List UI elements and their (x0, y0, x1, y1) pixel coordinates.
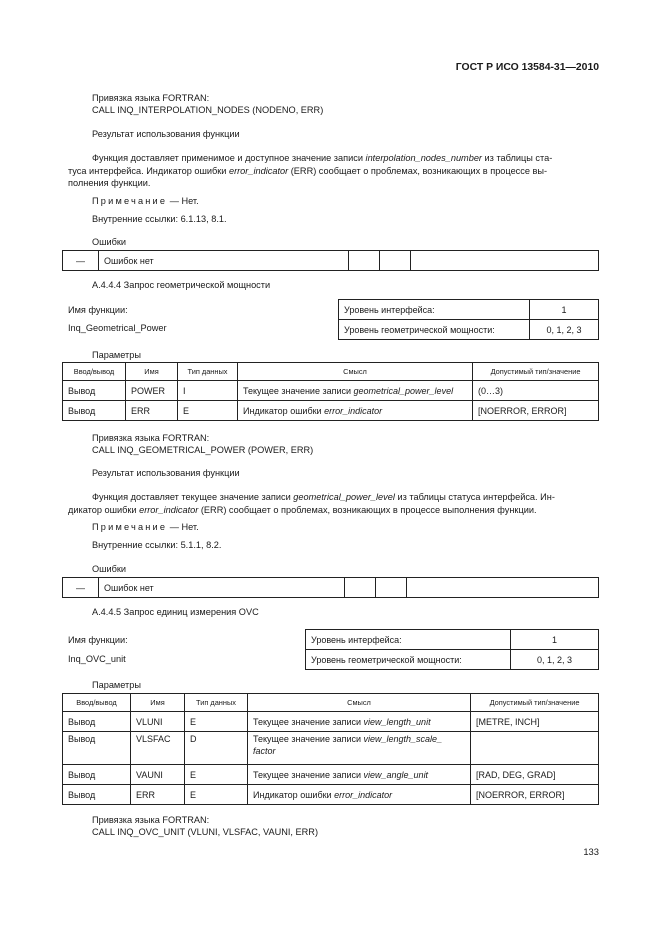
levels-table (305, 629, 599, 670)
level-label: Уровень интерфейса: (339, 300, 530, 320)
errors-table (62, 250, 599, 271)
table-cell (380, 251, 411, 271)
cell-name: VLUNI (131, 712, 185, 732)
cell-io: Вывод (63, 381, 126, 401)
cell-name: VLSFAC (131, 732, 185, 765)
fortran-binding-label: Привязка языка FORTRAN: (92, 433, 210, 443)
table-row (63, 785, 599, 805)
fortran-call: CALL INQ_GEOMETRICAL_POWER (POWER, ERR) (92, 445, 314, 455)
cell-name: POWER (126, 381, 178, 401)
cell-value: [NOERROR, ERROR] (471, 785, 599, 805)
errors-table (62, 577, 599, 598)
internal-references: Внутренние ссылки: 6.1.13, 8.1. (92, 214, 227, 224)
table-cell (407, 578, 599, 598)
cell-io: Вывод (63, 765, 131, 785)
cell-name: ERR (126, 401, 178, 421)
levels-table (338, 299, 599, 340)
params-table (62, 693, 599, 805)
column-header: Имя (131, 694, 185, 712)
cell-meaning: Текущее значение записи view_length_scale_ factor (248, 732, 471, 765)
level-label: Уровень геометрической мощности: (306, 650, 511, 670)
column-header: Тип данных (185, 694, 248, 712)
level-value: 1 (511, 630, 599, 650)
column-header: Имя (126, 363, 178, 381)
cell-type: E (178, 401, 238, 421)
cell-value: [NOERROR, ERROR] (473, 401, 599, 421)
table-row (63, 578, 599, 598)
level-value: 0, 1, 2, 3 (530, 320, 599, 340)
table-cell (411, 251, 599, 271)
document-id: ГОСТ Р ИСО 13584-31—2010 (455, 62, 599, 73)
function-description: Функция доставляет применимое и доступное значение записи interpolation_nodes_number из таблицы ста- туса интерфейса. Индикатор ошибки error_indicator (ERR) сообщает о проблемах, возникающих в процессе вы- полнения функции. (68, 153, 553, 189)
error-dash: — (63, 578, 99, 598)
table-row (63, 712, 599, 732)
table-row (306, 630, 599, 650)
function-name: Inq_OVC_unit (68, 654, 126, 664)
error-text: Ошибок нет (99, 578, 345, 598)
table-cell (345, 578, 376, 598)
function-description: Функция доставляет текущее значение записи geometrical_power_level из таблицы статуса интерфейса. Ин- дикатор ошибки error_indicator (ERR) сообщает о проблемах, возникающих в процессе выполнения функции. (68, 492, 555, 515)
note: Примечание — Нет. (92, 196, 199, 206)
note: Примечание — Нет. (92, 522, 199, 532)
section-title: А.4.4.4 Запрос геометрической мощности (92, 280, 271, 290)
error-text: Ошибок нет (99, 251, 349, 271)
function-name-label: Имя функции: (68, 635, 128, 645)
cell-io: Вывод (63, 712, 131, 732)
fortran-binding-label: Привязка языка FORTRAN: (92, 93, 210, 103)
function-name-label: Имя функции: (68, 305, 128, 315)
cell-type: E (185, 785, 248, 805)
cell-meaning: Индикатор ошибки error_indicator (238, 401, 473, 421)
level-value: 1 (530, 300, 599, 320)
table-row (63, 401, 599, 421)
cell-name: ERR (131, 785, 185, 805)
table-header-row (63, 694, 599, 712)
cell-meaning: Текущее значение записи view_length_unit (248, 712, 471, 732)
cell-io: Вывод (63, 732, 131, 765)
cell-type: I (178, 381, 238, 401)
column-header: Допустимый тип/значение (471, 694, 599, 712)
errors-heading: Ошибки (92, 564, 127, 574)
column-header: Тип данных (178, 363, 238, 381)
table-row (339, 300, 599, 320)
table-row (339, 320, 599, 340)
section-title: А.4.4.5 Запрос единиц измерения OVC (92, 607, 259, 617)
column-header: Допустимый тип/значение (473, 363, 599, 381)
fortran-binding-label: Привязка языка FORTRAN: (92, 815, 210, 825)
cell-type: E (185, 712, 248, 732)
result-heading: Результат использования функции (92, 468, 240, 478)
cell-meaning: Текущее значение записи geometrical_power_level (238, 381, 473, 401)
cell-value: [METRE, INCH] (471, 712, 599, 732)
cell-name: VAUNI (131, 765, 185, 785)
table-cell (349, 251, 380, 271)
cell-value (471, 732, 599, 765)
table-row (63, 381, 599, 401)
page-number: 133 (583, 846, 599, 857)
fortran-call: CALL INQ_OVC_UNIT (VLUNI, VLSFAC, VAUNI, ERR) (92, 827, 318, 837)
params-table (62, 362, 599, 421)
cell-io: Вывод (63, 401, 126, 421)
function-name: Inq_Geometrical_Power (68, 323, 167, 333)
params-heading: Параметры (92, 350, 141, 360)
fortran-call: CALL INQ_INTERPOLATION_NODES (NODENO, ERR) (92, 105, 324, 115)
cell-meaning: Текущее значение записи view_angle_unit (248, 765, 471, 785)
error-dash: — (63, 251, 99, 271)
internal-references: Внутренние ссылки: 5.1.1, 8.2. (92, 540, 222, 550)
cell-type: E (185, 765, 248, 785)
cell-type: D (185, 732, 248, 765)
column-header: Ввод/вывод (63, 363, 126, 381)
cell-io: Вывод (63, 785, 131, 805)
level-label: Уровень интерфейса: (306, 630, 511, 650)
errors-heading: Ошибки (92, 237, 127, 247)
column-header: Смысл (238, 363, 473, 381)
cell-value: (0…3) (473, 381, 599, 401)
level-label: Уровень геометрической мощности: (339, 320, 530, 340)
cell-meaning: Индикатор ошибки error_indicator (248, 785, 471, 805)
table-header-row (63, 363, 599, 381)
table-cell (376, 578, 407, 598)
column-header: Смысл (248, 694, 471, 712)
level-value: 0, 1, 2, 3 (511, 650, 599, 670)
table-row (63, 732, 599, 765)
result-heading: Результат использования функции (92, 129, 240, 139)
cell-value: [RAD, DEG, GRAD] (471, 765, 599, 785)
table-row (63, 765, 599, 785)
table-row (63, 251, 599, 271)
table-row (306, 650, 599, 670)
column-header: Ввод/вывод (63, 694, 131, 712)
params-heading: Параметры (92, 680, 141, 690)
